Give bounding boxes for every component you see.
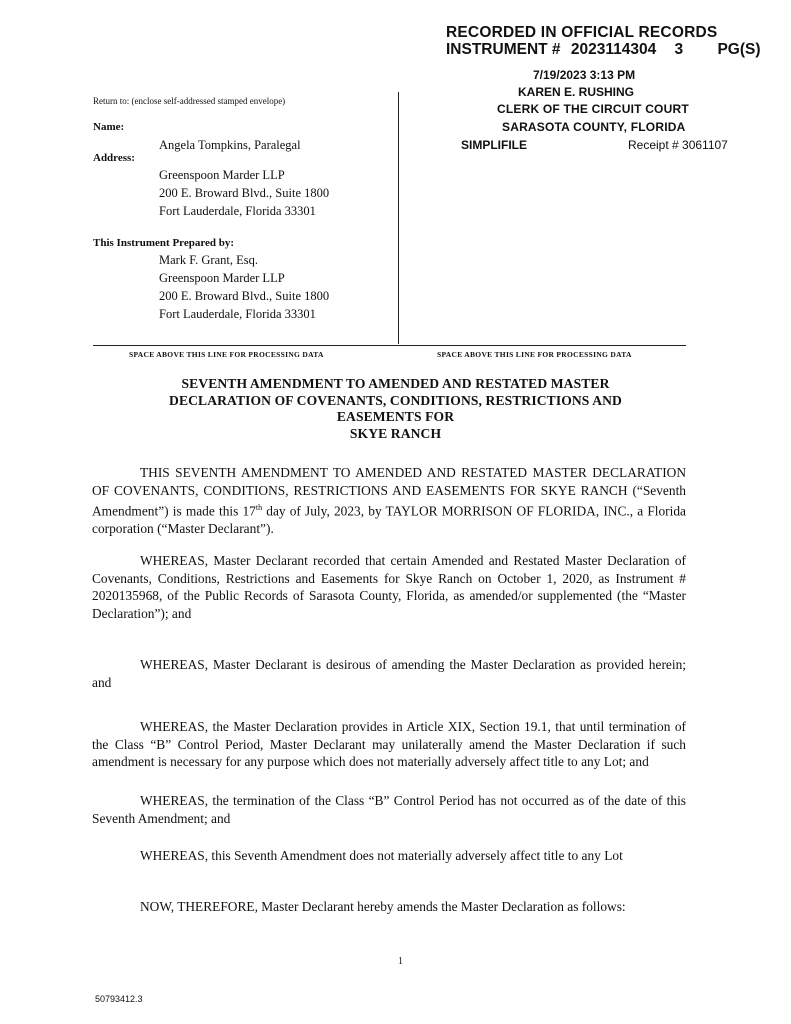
document-id: 50793412.3 (95, 994, 143, 1004)
whereas-text: WHEREAS, Master Declarant is desirous of amending the Master Declaration as provided herein; and (92, 657, 686, 690)
whereas-paragraph (92, 552, 686, 622)
address-line: Fort Lauderdale, Florida 33301 (159, 307, 316, 321)
clerk-name: KAREN E. RUSHING (518, 85, 635, 99)
whereas-paragraph (92, 792, 686, 827)
county: SARASOTA COUNTY, FLORIDA (502, 120, 686, 134)
intro-superscript: th (255, 503, 263, 512)
page-count: 3 (674, 41, 684, 58)
title-line: SKYE RANCH (349, 425, 442, 441)
therefore-paragraph (92, 898, 686, 916)
prepared-by-address (159, 251, 329, 323)
whereas-text: WHEREAS, this Seventh Amendment does not materially adversely affect title to any Lot (140, 848, 623, 863)
intro-text: THIS SEVENTH AMENDMENT TO AMENDED AND RESTATED MASTER DECLARATION OF COVENANTS, CONDITIONS, RESTRICTIONS AND EASEMENTS FOR SKYE RANCH (“Seventh Amendment”) is made this 17 (92, 465, 686, 519)
processing-data-line (93, 345, 686, 346)
whereas-text: WHEREAS, Master Declarant recorded that certain Amended and Restated Master Declaration of Covenants, Conditions, Restrictions and Easements for Skye Ranch on October 1, 2020, as Instrument # 2020135968, of the Public Records of Sarasota County, Florida, as amended/or supplemented (the “Master Declaration”); and (92, 553, 686, 621)
address-line: 200 E. Broward Blvd., Suite 1800 (159, 186, 330, 200)
whereas-text: WHEREAS, the termination of the Class “B” Control Period has not occurred as of the date of this Seventh Amendment; and (92, 793, 686, 826)
recorded-stamp-heading: RECORDED IN OFFICIAL RECORDS (446, 24, 718, 41)
title-line: SEVENTH AMENDMENT TO AMENDED AND RESTATED MASTER (181, 376, 610, 391)
whereas-paragraph (92, 718, 686, 771)
return-name: Angela Tompkins, Paralegal (159, 138, 301, 152)
address-line: 200 E. Broward Blvd., Suite 1800 (159, 289, 330, 303)
title-line: DECLARATION OF COVENANTS, CONDITIONS, RESTRICTIONS AND (169, 392, 622, 408)
address-label: Address: (93, 152, 135, 164)
clerk-title: CLERK OF THE CIRCUIT COURT (497, 102, 689, 116)
prepared-by-label: This Instrument Prepared by: (93, 237, 235, 249)
instrument-line (446, 41, 761, 59)
receipt-number: Receipt # 3061107 (628, 138, 728, 152)
header-divider-vertical (398, 92, 399, 344)
page-number: 1 (398, 956, 403, 967)
whereas-paragraph (92, 847, 686, 865)
document-title (110, 376, 681, 442)
address-line: Fort Lauderdale, Florida 33301 (159, 204, 316, 218)
return-address (159, 166, 329, 220)
title-line: EASEMENTS FOR (336, 409, 455, 424)
address-line: Mark F. Grant, Esq. (159, 253, 258, 267)
page-count-label: PG(S) (717, 41, 761, 58)
whereas-text: WHEREAS, the Master Declaration provides in Article XIX, Section 19.1, that until termination of the Class “B” Control Period, Master Declarant may unilaterally amend the Master Declaration if such amendment is necessary for any purpose which does not materially adversely affect title to any Lot; and (92, 719, 686, 769)
intro-paragraph (92, 464, 686, 537)
address-line: Greenspoon Marder LLP (159, 168, 285, 182)
processing-label-left: SPACE ABOVE THIS LINE FOR PROCESSING DATA (129, 350, 324, 359)
instrument-label: INSTRUMENT # (446, 41, 561, 58)
return-to-note: Return to: (enclose self-addressed stamped envelope) (93, 96, 286, 106)
processing-label-right: SPACE ABOVE THIS LINE FOR PROCESSING DATA (437, 350, 632, 359)
address-line: Greenspoon Marder LLP (159, 271, 285, 285)
whereas-paragraph (92, 656, 686, 691)
instrument-number: 2023114304 (570, 41, 657, 58)
recorded-datetime: 7/19/2023 3:13 PM (533, 68, 636, 82)
name-label: Name: (93, 121, 125, 133)
therefore-text: NOW, THEREFORE, Master Declarant hereby amends the Master Declaration as follows: (140, 899, 626, 914)
intro-text-cont: day of July, 2023, by TAYLOR MORRISON OF FLORIDA, INC., a Florida corporation (“Master Declarant”). (92, 503, 686, 536)
service-name: SIMPLIFILE (461, 138, 527, 152)
